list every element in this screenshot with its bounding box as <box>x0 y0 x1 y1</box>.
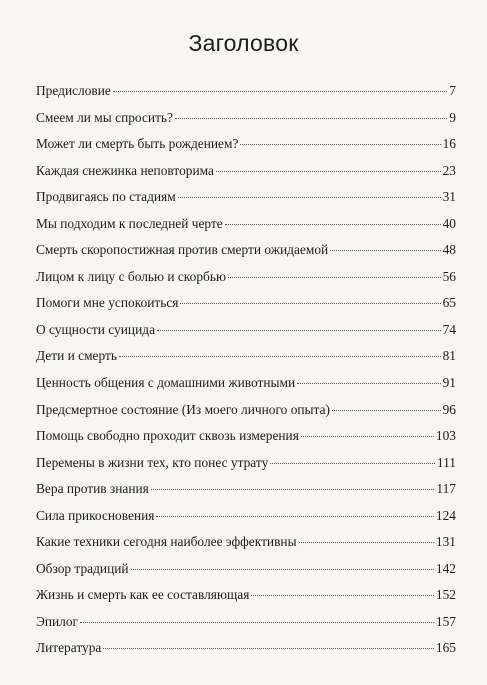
toc-entry-title: Дети и смерть <box>36 348 117 364</box>
dot-leader <box>156 516 433 517</box>
toc-entry-page-number: 48 <box>442 242 456 258</box>
toc-entry-page-number: 111 <box>436 454 456 470</box>
toc-entry-page-number: 81 <box>442 348 456 364</box>
toc-entry <box>36 640 456 667</box>
toc-entry <box>36 348 456 375</box>
toc-entry <box>36 110 456 137</box>
dot-leader <box>103 648 434 649</box>
toc-entry <box>36 375 456 402</box>
table-of-contents <box>36 83 456 667</box>
toc-entry-page-number: 56 <box>442 268 456 284</box>
toc-entry-page-number: 9 <box>449 109 456 125</box>
dot-leader <box>157 330 441 331</box>
toc-entry-page-number: 31 <box>442 189 456 205</box>
toc-entry-title: Ценность общения с домашними животными <box>36 375 296 391</box>
dot-leader <box>216 171 441 172</box>
toc-entry <box>36 322 456 349</box>
toc-entry-title: О сущности суицида <box>36 321 156 337</box>
toc-entry-title: Сила прикосновения <box>36 507 155 523</box>
toc-entry <box>36 534 456 561</box>
dot-leader <box>240 144 440 145</box>
toc-entry <box>36 587 456 614</box>
dot-leader <box>113 91 447 92</box>
dot-leader <box>180 303 440 304</box>
toc-entry-title: Обзор традиций <box>36 560 129 576</box>
toc-entry-page-number: 103 <box>435 428 456 444</box>
toc-entry-page-number: 65 <box>442 295 456 311</box>
toc-entry-title: Смерть скоропостижная против смерти ожидаемой <box>36 242 329 258</box>
toc-entry-page-number: 117 <box>436 481 456 497</box>
toc-entry-title: Предисловие <box>36 83 111 98</box>
dot-leader <box>119 356 441 357</box>
toc-entry-title: Перемены в жизни тех, кто понес утрату <box>36 454 269 470</box>
toc-entry-page-number: 91 <box>442 375 456 391</box>
dot-leader <box>299 542 434 543</box>
page-title: Заголовок <box>188 30 299 56</box>
dot-leader <box>330 250 440 251</box>
toc-entry-page-number: 124 <box>435 507 456 523</box>
toc-entry-title: Может ли смерть быть рождением? <box>36 136 239 152</box>
toc-entry <box>36 481 456 508</box>
toc-entry <box>36 189 456 216</box>
toc-entry-title: Мы подходим к последней черте <box>36 215 223 231</box>
toc-entry-title: Литература <box>36 640 102 656</box>
toc-entry <box>36 216 456 243</box>
toc-entry <box>36 428 456 455</box>
toc-entry-page-number: 74 <box>442 321 456 337</box>
toc-entry <box>36 83 456 110</box>
toc-entry-title: Продвигаясь по стадиям <box>36 189 176 205</box>
toc-entry <box>36 402 456 429</box>
toc-entry-page-number: 7 <box>449 83 456 98</box>
toc-entry-title: Смеем ли мы спросить? <box>36 109 173 125</box>
dot-leader <box>251 595 434 596</box>
toc-entry-page-number: 131 <box>435 534 456 550</box>
toc-entry <box>36 136 456 163</box>
toc-entry-page-number: 142 <box>435 560 456 576</box>
toc-entry-title: Жизнь и смерть как ее составляющая <box>36 587 250 603</box>
toc-entry-page-number: 16 <box>442 136 456 152</box>
toc-entry <box>36 508 456 535</box>
dot-leader <box>297 383 440 384</box>
dot-leader <box>151 489 435 490</box>
toc-entry <box>36 455 456 482</box>
dot-leader <box>301 436 434 437</box>
dot-leader <box>175 118 447 119</box>
toc-entry <box>36 242 456 269</box>
toc-entry <box>36 561 456 588</box>
toc-entry-page-number: 157 <box>435 613 456 629</box>
dot-leader <box>270 463 435 464</box>
toc-entry-page-number: 96 <box>442 401 456 417</box>
toc-entry <box>36 269 456 296</box>
toc-entry <box>36 295 456 322</box>
toc-entry-title: Каждая снежинка неповторима <box>36 162 214 178</box>
toc-entry-page-number: 152 <box>435 587 456 603</box>
toc-entry-title: Вера против знания <box>36 481 149 497</box>
dot-leader <box>225 224 441 225</box>
dot-leader <box>228 277 441 278</box>
dot-leader <box>332 410 441 411</box>
toc-entry <box>36 614 456 641</box>
dot-leader <box>178 197 441 198</box>
toc-entry-title: Помоги мне успокоиться <box>36 295 179 311</box>
toc-entry-title: Предсмертное состояние (Из моего личного опыта) <box>36 401 330 417</box>
dot-leader <box>80 622 434 623</box>
toc-entry-title: Эпилог <box>36 613 79 629</box>
toc-entry-page-number: 23 <box>442 162 456 178</box>
dot-leader <box>131 569 434 570</box>
toc-entry-title: Лицом к лицу с болью и скорбью <box>36 268 226 284</box>
toc-entry <box>36 163 456 190</box>
toc-entry-title: Помощь свободно проходит сквозь измерения <box>36 428 299 444</box>
toc-entry-page-number: 40 <box>442 215 456 231</box>
toc-entry-page-number: 165 <box>435 640 456 656</box>
toc-entry-title: Какие техники сегодня наиболее эффективны <box>36 534 297 550</box>
